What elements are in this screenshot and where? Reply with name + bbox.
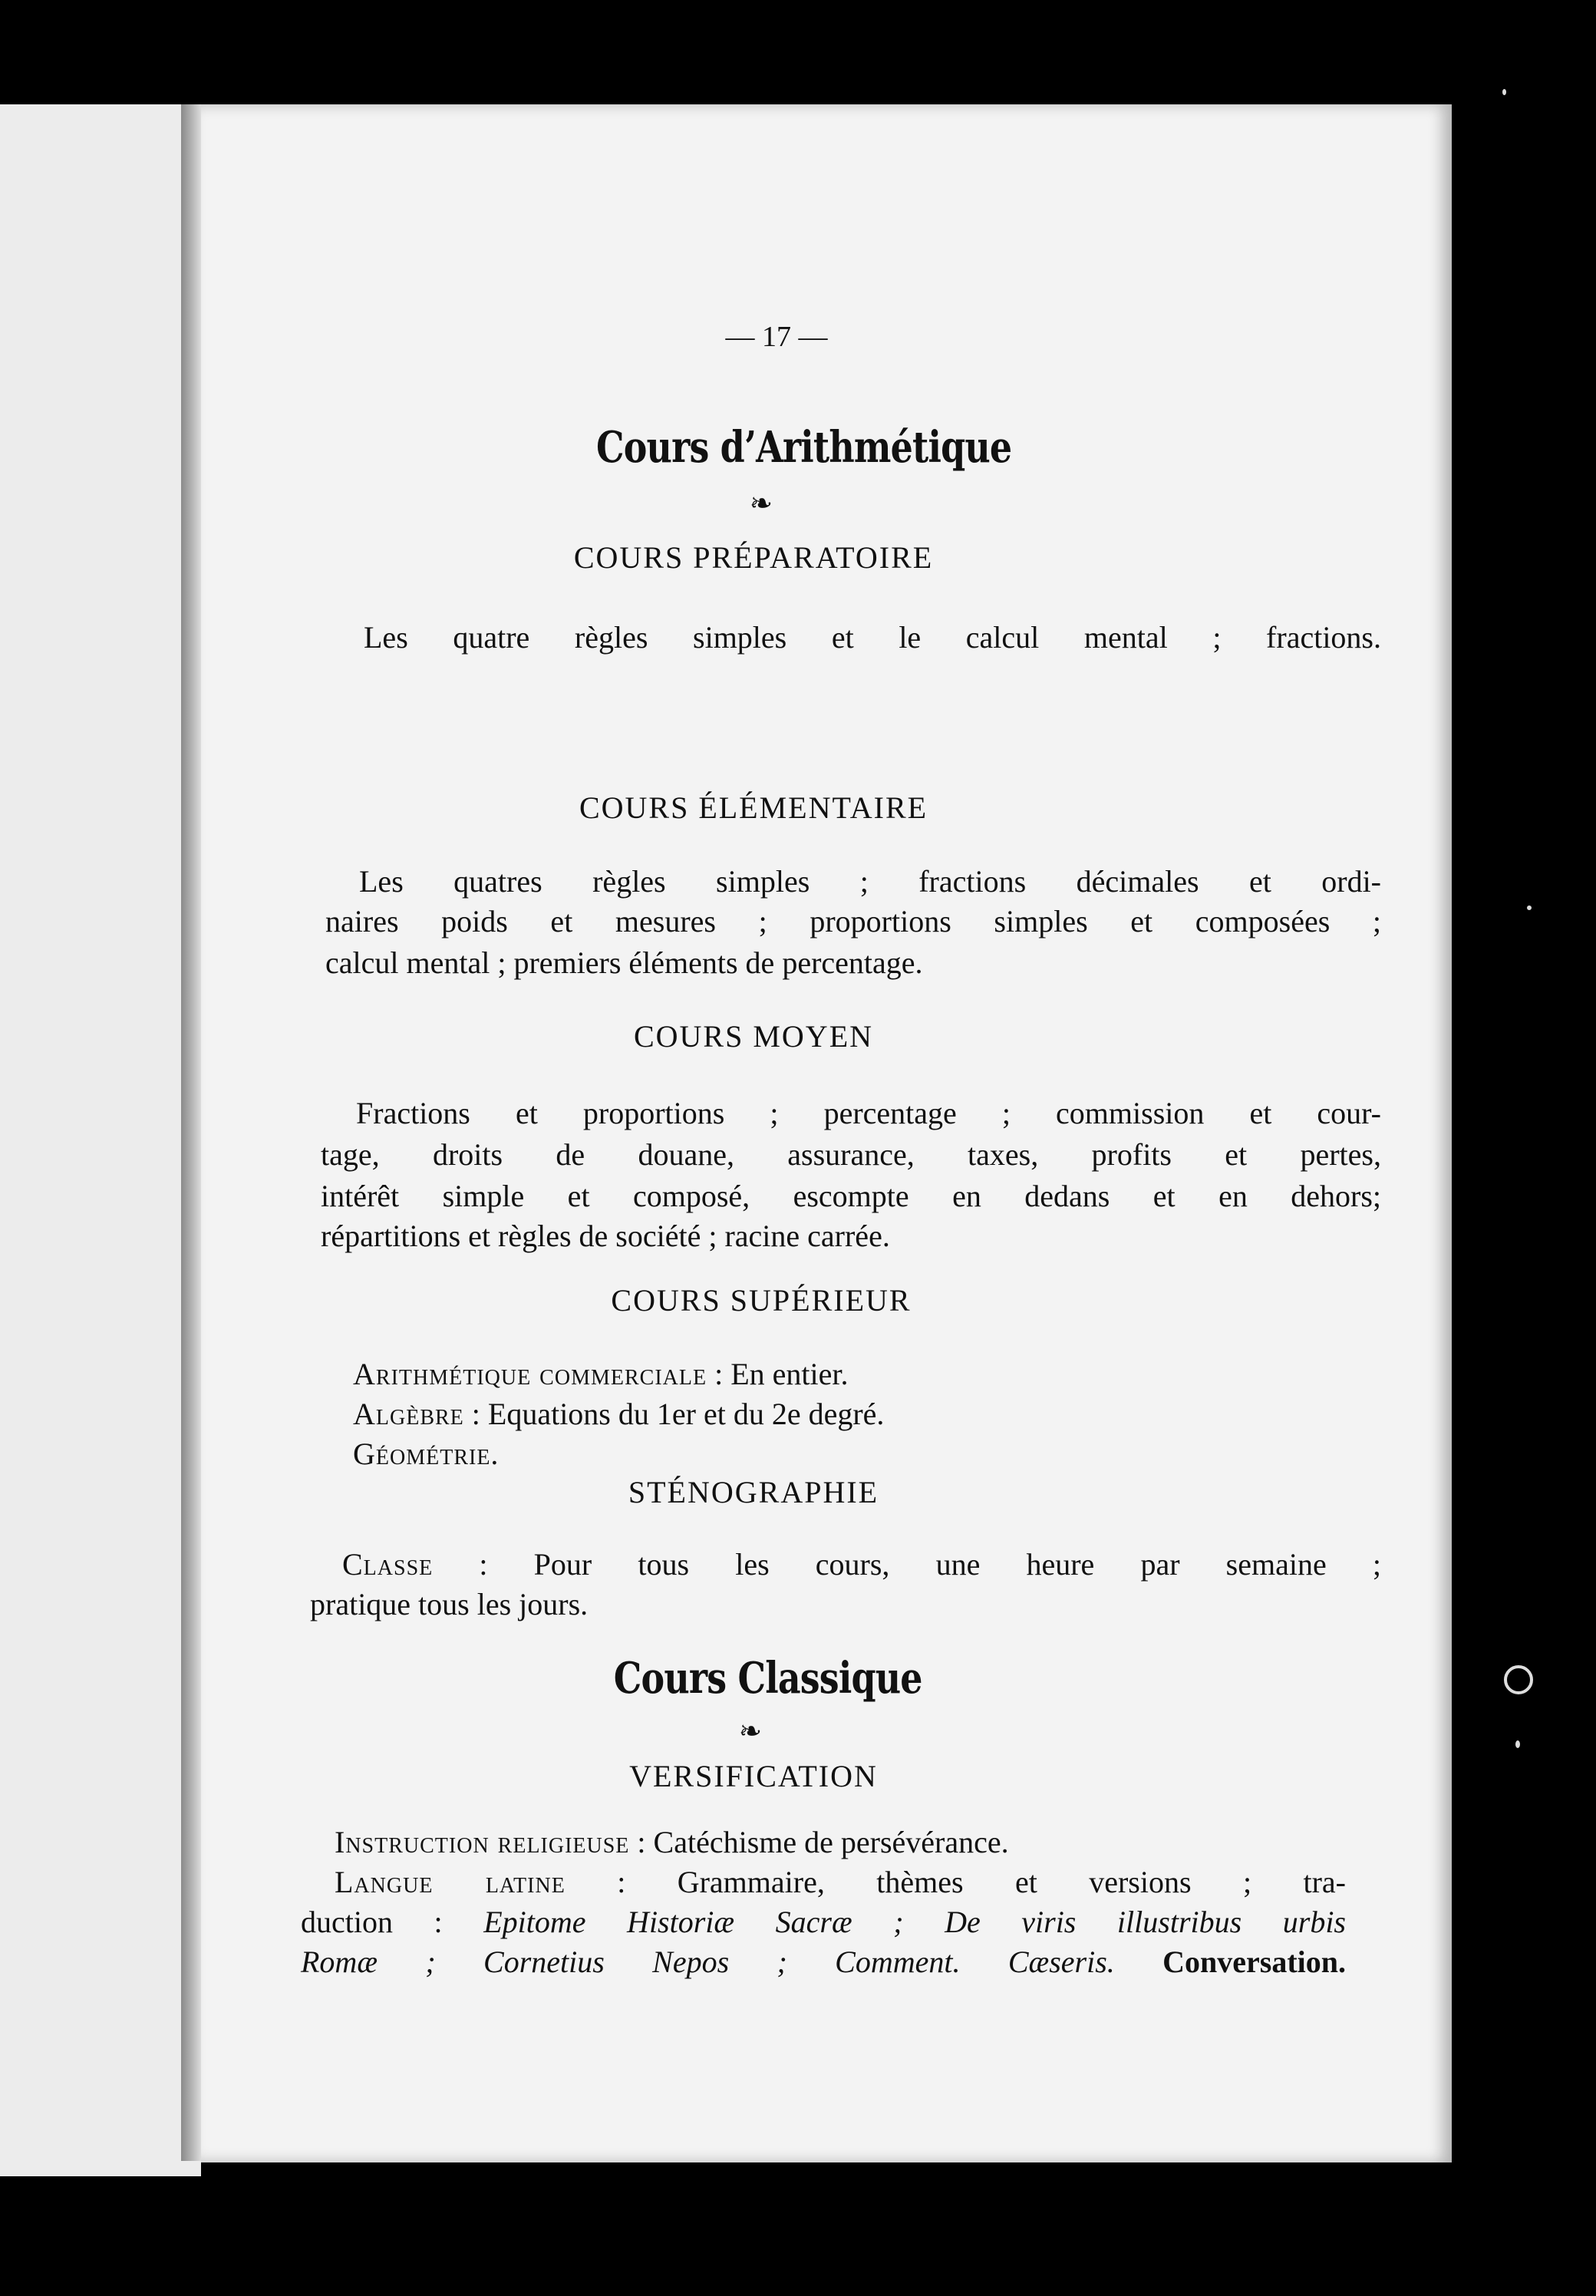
section-title-classique: Cours Classique — [613, 1653, 922, 1704]
superieur-item-algebre — [353, 1395, 884, 1433]
heading-stenographie: STÉNOGRAPHIE — [628, 1475, 879, 1509]
versification-item-instruction — [335, 1823, 1009, 1862]
item-label: Instruction religieuse — [335, 1825, 630, 1859]
paragraph-line — [301, 1903, 1346, 1941]
paragraph-line: pratique tous les jours. — [310, 1587, 589, 1621]
item-text: : Grammaire, thèmes et versions ; tra- — [565, 1865, 1346, 1899]
item-label: Géométrie — [353, 1437, 491, 1471]
item-label: Algèbre — [353, 1397, 464, 1431]
page-number: — 17 — — [725, 321, 828, 353]
item-text: . — [490, 1437, 499, 1471]
ornament-icon: ❧ — [749, 488, 773, 519]
scan-speck — [1504, 1665, 1533, 1694]
heading-versification: VERSIFICATION — [629, 1759, 878, 1793]
paragraph-line: répartitions et règles de société ; racine carrée. — [321, 1219, 890, 1253]
text-italic: Romæ ; Cornetius Nepos ; Comment. Cæseris. — [301, 1945, 1115, 1979]
versification-item-langue — [335, 1863, 1346, 1902]
paragraph-line: tage, droits de douane, assurance, taxes, profits et pertes, — [321, 1137, 1381, 1172]
item-label: Classe — [342, 1547, 434, 1582]
ornament-icon: ❧ — [738, 1716, 763, 1747]
book-page — [201, 104, 1452, 2162]
heading-cours-moyen: COURS MOYEN — [633, 1019, 874, 1054]
text-plain: Conversation. — [1114, 1945, 1346, 1979]
paragraph-line: Les quatre règles simples et le calcul mental ; fractions. — [364, 620, 1381, 655]
heading-cours-elementaire: COURS ÉLÉMENTAIRE — [579, 790, 928, 825]
superieur-item-arithmetique — [353, 1355, 849, 1394]
heading-cours-preparatoire: COURS PRÉPARATOIRE — [573, 540, 934, 575]
heading-cours-superieur: COURS SUPÉRIEUR — [611, 1283, 912, 1318]
paragraph-line: Fractions et proportions ; percentage ; commission et cour- — [356, 1096, 1381, 1130]
scan-speck — [1527, 906, 1532, 910]
item-text: : Pour tous les cours, une heure par semaine ; — [433, 1547, 1381, 1582]
paragraph-line — [301, 1943, 1346, 1981]
text-plain: duction : — [301, 1905, 484, 1939]
text-italic: Epitome Historiæ Sacræ ; De viris illustribus urbis — [483, 1905, 1346, 1939]
paragraph-line: calcul mental ; premiers éléments de percentage. — [325, 945, 923, 980]
scan-speck — [1502, 89, 1506, 95]
item-text: : Catéchisme de persévérance. — [629, 1825, 1009, 1859]
item-label: Arithmétique commerciale — [353, 1357, 707, 1391]
superieur-item-geometrie — [353, 1435, 498, 1473]
steno-line — [342, 1546, 1381, 1584]
left-page-edge — [0, 104, 201, 2176]
item-label: Langue latine — [335, 1865, 566, 1899]
section-title-arithmetique: Cours d’Arithmétique — [596, 422, 1012, 473]
book-spine — [181, 104, 201, 2161]
paragraph-line: Les quatres règles simples ; fractions décimales et ordi- — [359, 864, 1381, 899]
paragraph-line: intérêt simple et composé, escompte en dedans et en dehors; — [321, 1179, 1381, 1213]
item-text: : En entier. — [707, 1357, 849, 1391]
scan-speck — [1515, 1740, 1520, 1748]
item-text: : Equations du 1er et du 2e degré. — [463, 1397, 885, 1431]
paragraph-line: naires poids et mesures ; proportions simples et composées ; — [325, 904, 1381, 939]
